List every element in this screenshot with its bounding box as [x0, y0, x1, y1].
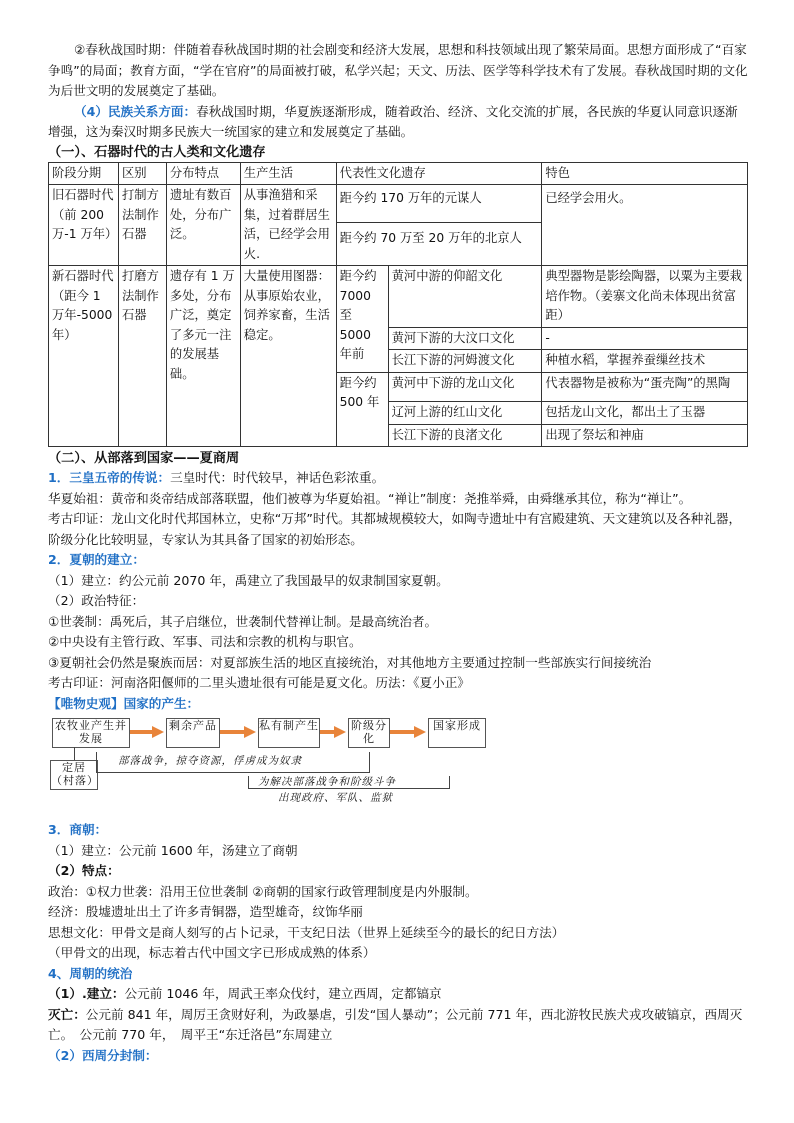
xia-line-2: （2）政治特征：: [48, 593, 145, 608]
state-formation-diagram: [48, 716, 508, 814]
neo-feature-longshan: 代表器物是被称为“蛋壳陶”的黑陶: [542, 372, 748, 402]
shang-line-1: （1）建立：公元前 1600 年，汤建立了商朝: [48, 842, 298, 858]
neo-life: 大量使用图器：从事原始农业，饲养家畜，生活稳定。: [240, 266, 336, 447]
paleo-feature: 已经学会用火。: [542, 185, 748, 266]
neo-feature-hongshan: 包括龙山文化，都出土了玉器: [542, 402, 748, 425]
box-agriculture: 农牧业产生并发展: [52, 718, 130, 748]
diagram-note-government: 出现政府、军队、监狱: [278, 792, 393, 804]
xia-heading: 2．夏朝的建立：: [48, 552, 145, 567]
box-state-formation: 国家形成: [428, 718, 486, 748]
neo-stage: 新石器时代（距今 1 万年-5000 年）: [49, 266, 119, 447]
connector-settlement: [74, 747, 75, 760]
shang-line-5: 思想文化：甲骨文是商人刻写的占卜记录，干支纪日法（世界上延续至今的最长的纪日方法）: [48, 924, 565, 940]
huaxia-paragraph: 华夏始祖：黄帝和炎帝结成部落联盟，他们被尊为华夏始祖。“禅让”制度：尧推举舜，由舜继承其位，称为“禅让”。: [48, 490, 692, 506]
neo-site-liangzhu: 长江下游的良渚文化: [388, 424, 542, 447]
zhou-founding-text: 公元前 1046 年，周武王率众伐纣，建立西周，定都镐京: [124, 986, 442, 1001]
paleo-tool: 打制方法制作石器: [118, 185, 166, 266]
header-stage: 阶段分期: [49, 162, 119, 185]
shang-line-3: 政治：①权力世袭：沿用王位世袭制 ②商朝的国家行政管理制度是内外服制。: [48, 883, 478, 899]
header-difference: 区别: [118, 162, 166, 185]
neo-site-longshan: 黄河中下游的龙山文化: [388, 372, 542, 402]
shang-line-6: （甲骨文的出现，标志着古代中国文字已形成成熟的体系）: [48, 945, 376, 960]
ethnic-relations-label: （4）民族关系方面：: [74, 103, 197, 119]
section-tribe-to-state-title: （二）、从部落到国家——夏商周: [48, 451, 240, 466]
section-stone-age-title: （一）、石器时代的古人类和文化遗存: [48, 144, 266, 160]
intro-paragraph: ②春秋战国时期：伴随着春秋战国时期的社会剧变和经济大发展，思想和科技领域出现了繁荣局面。思想方面形成了“百家争鸣”的局面；教育方面，“学在官府”的局面被打破，私学兴起；天文、历法、医学等科学技术有了发展。春秋战国时期的文化为后世文明的发展奠定了基础。: [48, 42, 748, 98]
diagram-title: 【唯物史观】国家的产生：: [48, 695, 200, 711]
arrow-head-4: [414, 726, 426, 738]
arrow-shaft-4: [390, 730, 416, 734]
arrow-head-1: [152, 726, 164, 738]
xia-line-4: ②中央设有主管行政、军事、司法和宗教的机构与职官。: [48, 634, 362, 649]
zhou-founding-label: （1）.建立：: [48, 986, 125, 1001]
box-settlement: 定居（村落）: [50, 760, 98, 790]
zhou-heading: 4、周朝的统治: [48, 965, 133, 981]
legends-line: [48, 468, 748, 489]
neo-feature-liangzhu: 出现了祭坛和神庙: [542, 424, 748, 447]
arrow-shaft-2: [220, 730, 246, 734]
zhou-fall: [48, 1005, 748, 1046]
xia-line-5: ③夏朝社会仍然是聚族而居：对夏部族生活的地区直接统治，对其他地方主要通过控制一些部族实行间接统治: [48, 654, 652, 670]
shang-line-4: 经济：殷墟遗址出土了许多青铜器，造型雄奇，纹饰华丽: [48, 904, 363, 919]
neo-period-late: 距今约 500 年: [336, 372, 388, 447]
neo-site-hongshan: 辽河上游的红山文化: [388, 402, 542, 425]
neo-distribution: 遗存有 1 万多处，分布广泛，奠定了多元一注的发展基础。: [166, 266, 240, 447]
zhou-fief-heading: （2）西周分封制：: [48, 1047, 158, 1063]
zhou-fall-text: 公元前 841 年，周厉王贪财好利，为政暴虐，引发“国人暴动”；公元前 771 年，西北游牧民族犬戎攻破镐京，西周灭亡。 公元前 770 年， 周平王“东迁洛邑”东周建立: [48, 1006, 743, 1042]
legends-text: 三皇时代：时代较早，神话色彩浓重。: [170, 470, 385, 485]
paleo-life: 从事渔猎和采集，过着群居生活，已经学会用火.: [240, 185, 336, 266]
arrow-head-3: [334, 726, 346, 738]
paleo-stage: 旧石器时代（前 200 万-1 万年）: [49, 185, 119, 266]
arrow-head-2: [244, 726, 256, 738]
shang-line-2: （2）特点：: [48, 863, 120, 878]
header-distribution: 分布特点: [166, 162, 240, 185]
xia-line-3: ①世袭制：禹死后，其子启继位，世袭制代替禅让制。是最高统治者。: [48, 613, 438, 629]
paleo-site-peking: 距今约 70 万至 20 万年的北京人: [336, 223, 542, 266]
neo-tool: 打磨方法制作石器: [118, 266, 166, 447]
diagram-note-resolve: 为解决部落战争和阶级斗争: [258, 776, 396, 788]
ethnic-relations-text: 春秋战国时期，华夏族逐渐形成，随着政治、经济、文化交流的扩展，各民族的华夏认同意识逐渐增强，这为秦汉时期多民族大一统国家的建立和发展奠定了基础。: [48, 103, 738, 139]
table-row: [49, 266, 748, 328]
box-private-ownership: 私有制产生: [258, 718, 320, 748]
box-surplus: 剩余产品: [166, 718, 220, 748]
neo-feature-yangshao: 典型器物是影绘陶器，以粟为主要栽培作物。（姜寨文化尚未体现出贫富距）: [542, 266, 748, 328]
neo-site-dawenkou: 黄河下游的大汶口文化: [388, 327, 542, 350]
arrow-shaft-1: [130, 730, 154, 734]
header-feature: 特色: [542, 162, 748, 185]
table-header-row: [49, 162, 748, 185]
stone-age-table: [48, 162, 748, 448]
neo-site-yangshao: 黄河中游的仰韶文化: [388, 266, 542, 328]
neo-feature-hemudu: 种植水稻，掌握养蚕缫丝技术: [542, 350, 748, 373]
neo-feature-dawenkou: -: [542, 327, 748, 350]
paleo-distribution: 遗址有数百处，分布广泛。: [166, 185, 240, 266]
zhou-founding: [48, 984, 748, 1005]
table-row: [49, 185, 748, 223]
neo-site-hemudu: 长江下游的河姆渡文化: [388, 350, 542, 373]
zhou-fall-label: 灭亡：: [48, 1006, 86, 1022]
document-page: [48, 40, 748, 1066]
box-class-division: 阶级分化: [348, 718, 390, 748]
archaeology-paragraph: 考古印证：龙山文化时代邦国林立，史称“万邦”时代。其都城规模较大，如陶寺遗址中有宫殿建筑、天文建筑以及各种礼器，阶级分化比较明显，专家认为其具备了国家的初始形态。: [48, 511, 742, 547]
ethnic-relations-paragraph: [48, 102, 748, 143]
legends-heading: 1．三皇五帝的传说：: [48, 470, 171, 485]
header-sites: 代表性文化遗存: [336, 162, 542, 185]
neo-period-early: 距今约 7000 至 5000 年前: [336, 266, 388, 373]
shang-heading: 3．商朝：: [48, 822, 108, 837]
diagram-note-war: 部落战争，掠夺资源，俘虏成为奴隶: [118, 755, 302, 767]
xia-line-6: 考古印证：河南洛阳偃师的二里头遗址很有可能是夏文化。历法：《夏小正》: [48, 675, 470, 690]
header-life: 生产生活: [240, 162, 336, 185]
xia-line-1: （1）建立：约公元前 2070 年，禹建立了我国最早的奴隶制国家夏朝。: [48, 572, 449, 588]
paleo-site-yuanmou: 距今约 170 万年的元谋人: [336, 185, 542, 223]
